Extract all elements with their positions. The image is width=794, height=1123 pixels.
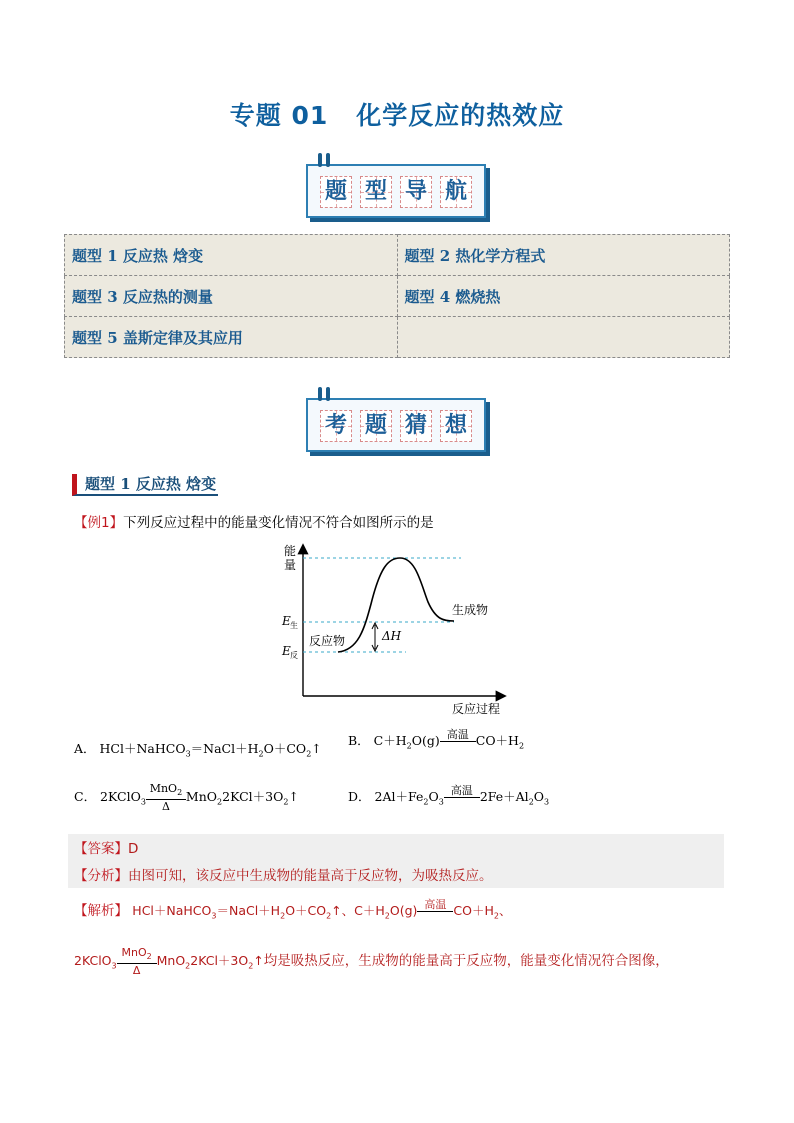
table-row <box>65 317 730 358</box>
table-cell[interactable]: 题型 3 反应热的测量 <box>65 276 398 317</box>
y-axis-label: 能 <box>284 544 297 558</box>
e-product-label: E <box>282 614 291 628</box>
option-c[interactable]: C． 2KClO$_3$ $\frac{MnO_2}{\Delta}$ $MnO_22KCl+3O_2↑$ <box>74 782 299 814</box>
option-b[interactable]: B． $C+H_2O(g)$ 高温 $CO+H_2$ <box>348 728 525 751</box>
condition-label: 高温 <box>444 784 480 798</box>
answer-value: D <box>128 841 139 857</box>
delta-h-label: ΔH <box>382 629 402 643</box>
table-row <box>65 276 730 317</box>
banner-char: 题 <box>320 176 352 208</box>
section-heading: 题型 1 反应热 焓变 <box>72 474 218 496</box>
banner-char: 猜 <box>400 410 432 442</box>
analysis-text: 由图可知，该反应中生成物的能量高于反应物，为吸热反应。 <box>128 868 493 884</box>
clip-icon <box>318 387 322 401</box>
option-letter: C． <box>74 789 97 805</box>
page-title <box>0 96 794 132</box>
product-label: 生成物 <box>452 603 489 617</box>
banner-char: 考 <box>320 410 352 442</box>
reactant-label: 反应物 <box>309 634 346 648</box>
clip-icon <box>326 153 330 167</box>
clip-icon <box>318 153 322 167</box>
clip-icon <box>326 387 330 401</box>
question-type-table <box>64 234 730 358</box>
analysis-label: 【分析】 <box>74 868 128 884</box>
explanation-label: 【解析】 <box>74 903 128 919</box>
condition-label: Δ <box>161 800 170 814</box>
table-cell[interactable]: 题型 1 反应热 焓变 <box>65 235 398 276</box>
banner-char: 想 <box>440 410 472 442</box>
banner-exam-predictions <box>306 392 486 452</box>
title-topic-number: 专题 01 <box>229 101 329 130</box>
option-a[interactable]: A． $HCl+NaHCO_3=NaCl+H_2O+CO_2↑$ <box>74 741 322 759</box>
explanation-line-2: 2KClO$_3$ $\frac{MnO_2}{\Delta}$ $MnO_22KCl+3O_2↑$均是吸热反应，生成物的能量高于反应物，能量变化情况符合图像， <box>74 946 669 978</box>
banner-char: 导 <box>400 176 432 208</box>
analysis-line <box>74 864 493 884</box>
table-cell <box>397 317 730 358</box>
energy-diagram <box>276 538 516 718</box>
banner-char: 题 <box>360 410 392 442</box>
table-row <box>65 235 730 276</box>
banner-char: 型 <box>360 176 392 208</box>
condition-label: 高温 <box>440 728 476 742</box>
e-product-sub: 生 <box>290 621 298 630</box>
example-tag: 【例1】 <box>74 515 124 531</box>
option-d[interactable]: D． $2Al+Fe_2O_3$ 高温 $2Fe+Al_2O_3$ <box>348 784 550 807</box>
option-letter: D． <box>348 789 371 804</box>
option-letter: B． <box>348 733 370 748</box>
e-reactant-label: E <box>282 644 291 658</box>
y-axis-label: 量 <box>284 558 297 572</box>
banner-question-types <box>306 158 486 218</box>
table-cell[interactable]: 题型 2 热化学方程式 <box>397 235 730 276</box>
example-text: 下列反应过程中的能量变化情况不符合如图所示的是 <box>123 515 434 531</box>
answer-label: 【答案】 <box>74 841 128 857</box>
table-cell[interactable]: 题型 4 燃烧热 <box>397 276 730 317</box>
x-axis-label: 反应过程 <box>452 702 501 716</box>
explanation-line-1: 【解析】 $HCl+NaHCO_3=NaCl+H_2O+CO_2↑$、$C+H_2O(g)$ 高温 $CO+H_2$、 <box>74 898 512 921</box>
title-topic-name: 化学反应的热效应 <box>356 101 565 130</box>
e-reactant-sub: 反 <box>290 651 298 660</box>
answer-line <box>74 837 138 857</box>
banner-char: 航 <box>440 176 472 208</box>
table-cell[interactable]: 题型 5 盖斯定律及其应用 <box>65 317 398 358</box>
explanation-text: 均是吸热反应，生成物的能量高于反应物，能量变化情况符合图像， <box>263 953 669 970</box>
condition-label: MnO <box>149 782 178 795</box>
example-question <box>74 511 434 531</box>
option-letter: A． <box>74 741 96 756</box>
